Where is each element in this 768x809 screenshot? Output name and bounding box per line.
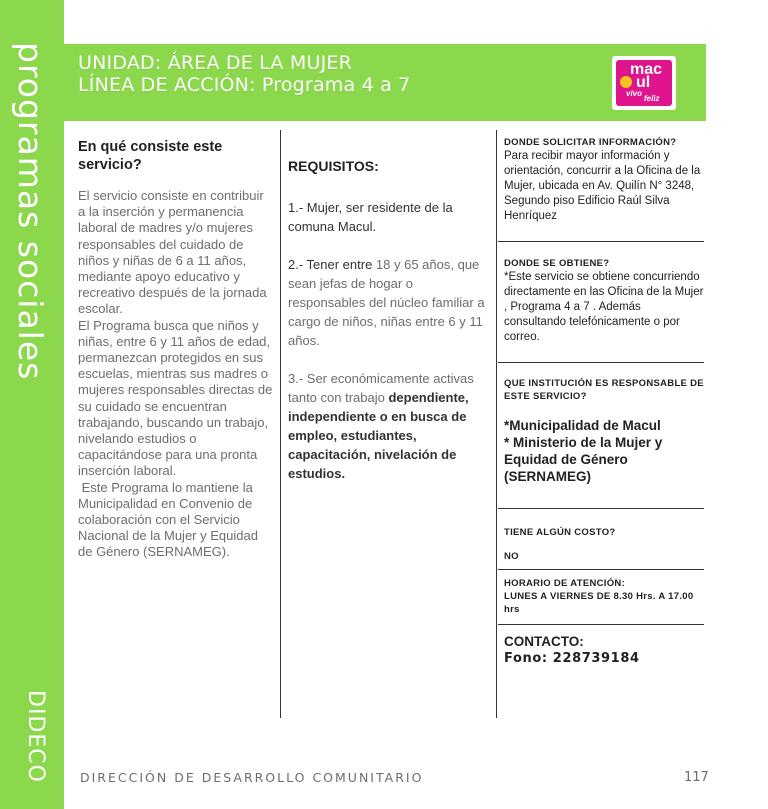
header-banner — [64, 44, 706, 121]
column-divider-2 — [496, 130, 497, 718]
where-to-request-block — [504, 136, 704, 224]
logo-word-mac: mac — [630, 61, 663, 78]
info-divider-2 — [498, 362, 704, 363]
info-divider-3 — [498, 508, 704, 509]
description-paragraph-2: El Programa busca que niños y niñas, entre 6 y 11 años de edad, permanezcan protegidos en sus escuelas, mientras sus madres o mujeres responsables directas de su cuidado se encuentran trabajando, buscando un trabajo, nivelando estudios o capacitándose para una pronta inserción laboral. — [78, 317, 273, 479]
logo-tag-vivo: vivo — [626, 89, 643, 98]
where-to-request-text: Para recibir mayor información y orientación, concurrir a la Oficina de la Mujer, ubicada en Av. Quilín N° 3248, Segundo piso Edificio Raúl Silva Henríquez — [504, 150, 701, 222]
sidebar-title: programas sociales — [11, 42, 50, 381]
action-line-heading: LÍNEA DE ACCIÓN: Programa 4 a 7 — [78, 74, 411, 96]
description-paragraph-3: Este Programa lo mantiene la Municipalidad en Convenio de colaboración con el Servicio Nacional de la Mujer y Equidad de Género (SERNAMEG). — [78, 479, 262, 560]
cost-block — [504, 526, 704, 563]
requirement-2 — [288, 255, 488, 350]
logo-tag-feliz: feliz — [644, 94, 660, 103]
description-paragraph-1: El servicio consiste en contribuir a la inserción y permanencia laboral de madres y/o mujeres responsables del cuidado de niños y niñas de 6 a 11 años, mediante apoyo educativo y recreativo después de la jornada escolar. — [78, 188, 267, 317]
requirements-column — [288, 158, 488, 502]
macul-logo — [612, 56, 676, 110]
institution-ministry: * Ministerio de la Mujer y Equidad de Género (SERNAMEG) — [504, 435, 663, 484]
requirement-2-part-a: 2.- Tener entre — [288, 257, 376, 272]
institution-municipality: *Municipalidad de Macul — [504, 418, 661, 433]
responsible-institution-block — [504, 377, 704, 485]
requirement-2-age-range: 18 y 65 años — [375, 257, 451, 272]
cost-title: TIENE ALGÚN COSTO? — [504, 527, 616, 538]
sidebar — [0, 0, 64, 809]
service-question-title: En qué consiste este servicio? — [78, 139, 223, 173]
service-description-column — [78, 138, 274, 561]
requirement-2-part-c: , que sean jefas de hogar o responsables del núcleo familiar a cargo de niños, niñas entre 6 y 11 años. — [288, 257, 485, 348]
service-description — [78, 188, 274, 561]
cost-value: NO — [504, 551, 519, 562]
column-divider-1 — [280, 130, 281, 718]
responsible-institution-title: QUE INSTITUCIÓN ES RESPONSABLE DE ESTE SERVICIO? — [504, 378, 704, 402]
contact-title: CONTACTO: — [504, 634, 584, 649]
logo-background — [616, 60, 672, 106]
where-obtained-block — [504, 257, 704, 345]
sidebar-dept-wrap — [14, 690, 54, 783]
unit-heading: UNIDAD: ÁREA DE LA MUJER — [78, 52, 352, 74]
requirement-3-part-a: 3.- Ser económicamente activas tanto con trabajo — [288, 371, 474, 405]
requirement-3-employment-status: dependiente, independiente o en busca de empleo, estudiantes, capacitación, nivelación de estudios. — [288, 390, 469, 481]
info-divider-4 — [498, 569, 704, 570]
footer-department-label: DIRECCIÓN DE DESARROLLO COMUNITARIO — [80, 770, 424, 785]
where-to-request-title: DONDE SOLICITAR INFORMACIÓN? — [504, 137, 677, 148]
requirement-1: 1.- Mujer, ser residente de la comuna Macul. — [288, 200, 453, 234]
info-divider-1 — [498, 241, 704, 242]
requirements-title: REQUISITOS: — [288, 158, 379, 174]
requirement-3 — [288, 369, 488, 483]
where-obtained-title: DONDE SE OBTIENE? — [504, 258, 610, 269]
contact-block — [504, 634, 704, 666]
where-obtained-text: *Este servicio se obtiene concurriendo directamente en las Oficina de la Mujer , Programa 4 a 7 . Además consultando telefónicamente o por correo. — [504, 271, 704, 343]
sidebar-department: DIDECO — [23, 690, 48, 783]
opening-hours-title: HORARIO DE ATENCIÓN: — [504, 578, 626, 589]
contact-phone: Fono: 228739184 — [504, 651, 640, 666]
opening-hours-value: LUNES A VIERNES DE 8.30 Hrs. A 17.00 hrs — [504, 591, 694, 615]
page-number: 117 — [684, 770, 709, 785]
sidebar-title-wrap — [11, 42, 54, 381]
logo-word-ul: ul — [636, 74, 651, 91]
opening-hours-block — [504, 577, 704, 616]
info-divider-5 — [498, 624, 704, 625]
